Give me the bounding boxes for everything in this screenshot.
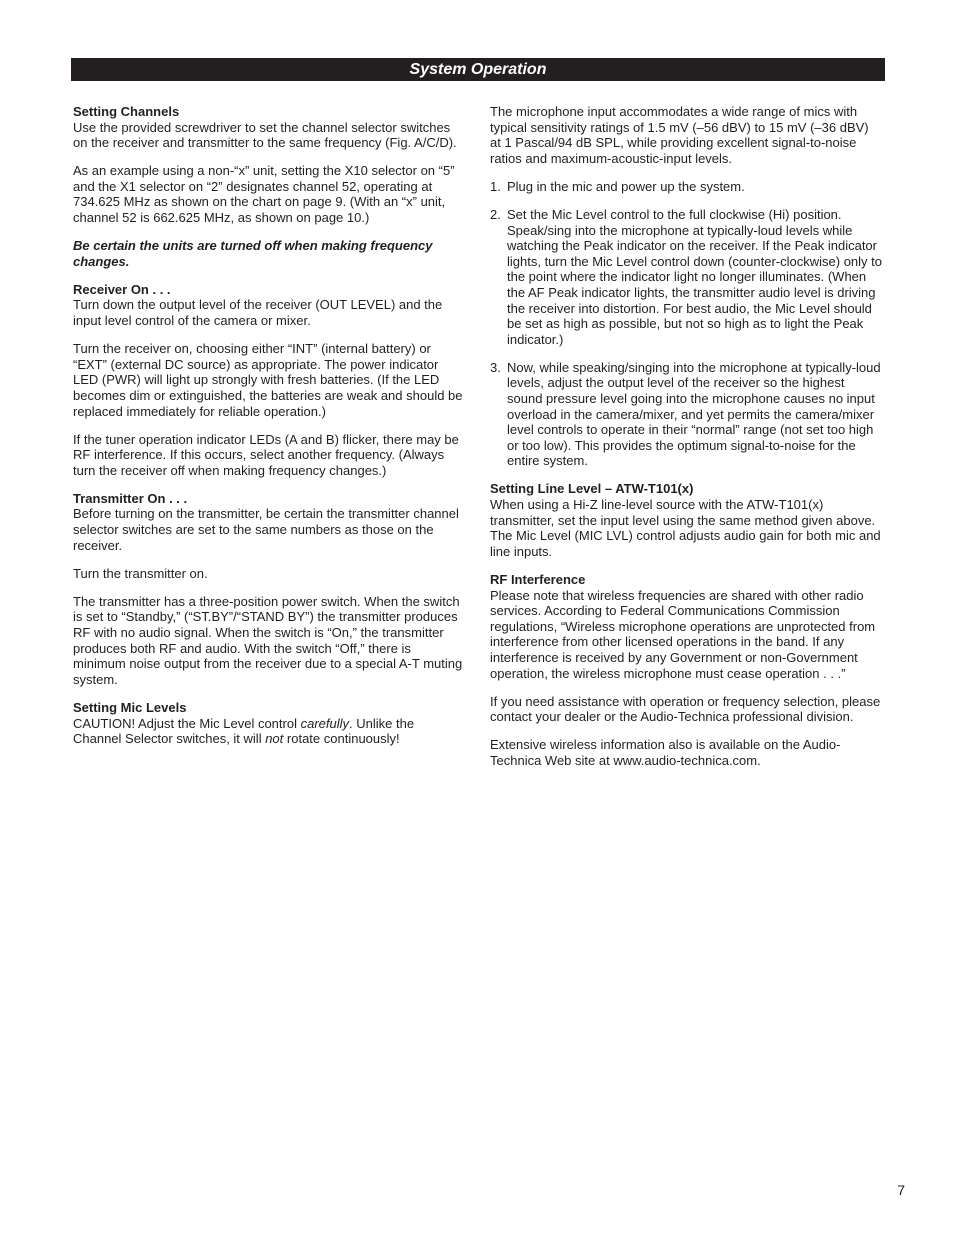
rf-interference-paragraph-2: If you need assistance with operation or frequency selection, please contact your dealer or the Audio-Technica professional division.	[490, 693, 881, 725]
rf-interference-paragraph-3: Extensive wireless information also is available on the Audio-Technica Web site at www.audio-technica.com.	[490, 737, 841, 768]
caution-text-a: CAUTION! Adjust the Mic Level control	[73, 715, 301, 731]
step-text: Plug in the mic and power up the system.	[507, 178, 745, 194]
frequency-change-warning: Be certain the units are turned off when making frequency changes.	[73, 238, 433, 269]
receiver-on-paragraph-1: Turn down the output level of the receiver (OUT LEVEL) and the input level control of the camera or mixer.	[73, 297, 443, 329]
step-text: Set the Mic Level control to the full clockwise (Hi) position. Speak/sing into the microphone at typically-loud levels while watching the Peak indicator on the receiver. If the Peak indicator lights, turn the Mic Level control down (counter-clockwise) only to the point where the indicator light no longer illuminates. (When the AF Peak indicator lights, the transmitter audio level is driving the receiver into distortion. For best audio, the Mic Level should be set as high as possible, but not so high as to light the Peak indicator.)	[507, 206, 882, 347]
transmitter-on-paragraph-3: The transmitter has a three-position power switch. When the switch is set to “Standby,” (“ST.BY”/“STAND BY”) the transmitter produces RF with no audio signal. When the switch is “On,” the transmitter produces both RF and audio. With the switch “Off,” there is minimum noise output from the receiver due to a special A-T muting system.	[73, 593, 463, 687]
caution-text-b: . Unlike the Channel Selector switches, it will	[73, 715, 415, 747]
setting-mic-levels-paragraph	[73, 716, 465, 747]
step-text: Now, while speaking/singing into the microphone at typically-loud levels, adjust the output level of the receiver so the highest sound pressure level going into the microphone causes no input overload in the camera/mixer, and yet permits the camera/mixer level controls to operate in their “normal” range (not set too high or too low). This provides the optimum signal-to-noise for the entire system.	[507, 359, 881, 469]
caution-emphasis-carefully: carefully	[300, 715, 350, 731]
list-item	[490, 179, 882, 195]
section-header	[71, 58, 885, 81]
receiver-on-paragraph-3: If the tuner operation indicator LEDs (A and B) flicker, there may be RF interference. If this occurs, select another frequency. (Always turn the receiver off when making frequency changes.)	[73, 431, 459, 478]
setting-mic-levels-heading: Setting Mic Levels	[73, 699, 187, 715]
receiver-on-paragraph-2: Turn the receiver on, choosing either “INT” (internal battery) or “EXT” (external DC source) as appropriate. The power indicator LED (PWR) will light up strongly with fresh batteries. (If the LED becomes dim or extinguished, the batteries are weak and should be replaced immediately for reliable operation.)	[73, 341, 463, 419]
transmitter-on-paragraph-2: Turn the transmitter on.	[73, 565, 208, 581]
setting-line-level-paragraph: When using a Hi-Z line-level source with the ATW-T101(x) transmitter, set the input level using the same method given above. The Mic Level (MIC LVL) control adjusts audio gain for both mic and line inputs.	[490, 497, 881, 559]
caution-emphasis-not: not	[265, 731, 284, 747]
setting-channels-heading: Setting Channels	[73, 104, 180, 119]
right-column	[490, 104, 882, 781]
setting-channels-paragraph-1: Use the provided screwdriver to set the channel selector switches on the receiver and transmitter to the same frequency (Fig. A/C/D).	[73, 119, 457, 151]
rf-interference-heading: RF Interference	[490, 571, 586, 587]
caution-text-c: rotate continuously!	[283, 731, 400, 747]
setting-line-level-heading: Setting Line Level – ATW-T101(x)	[490, 481, 694, 497]
list-item	[490, 360, 882, 469]
left-column	[73, 104, 465, 759]
section-title: System Operation	[409, 61, 547, 78]
rf-interference-paragraph-1: Please note that wireless frequencies are shared with other radio services. According to Federal Communications Commission regulations, “Wireless microphone operations are unprotected from interference from other licensed operations in the band. If any interference is received by any Government or non-Government operation, the wireless microphone must cease operation . . .”	[490, 587, 876, 681]
transmitter-on-heading: Transmitter On . . .	[73, 490, 188, 506]
step-number: 3.	[490, 359, 501, 375]
setting-channels-paragraph-2: As an example using a non-“x” unit, setting the X10 selector on “5” and the X1 selector on “2” designates channel 52, operating at 734.625 MHz as shown on the chart on page 9. (With an “x” unit, channel 52 is 662.625 MHz, as shown on page 10.)	[73, 163, 455, 226]
transmitter-on-paragraph-1: Before turning on the transmitter, be certain the transmitter channel selector switches are set to the same numbers as those on the receiver.	[73, 506, 459, 553]
receiver-on-heading: Receiver On . . .	[73, 281, 171, 297]
step-number: 1.	[490, 178, 501, 194]
page-number: 7	[897, 1182, 905, 1198]
mic-input-intro: The microphone input accommodates a wide range of mics with typical sensitivity ratings of 1.5 mV (–56 dBV) to 15 mV (–36 dBV) at 1 Pascal/94 dB SPL, while providing excellent signal-to-noise ratios and maximum-acoustic-input levels.	[490, 104, 869, 166]
list-item	[490, 207, 882, 347]
step-number: 2.	[490, 206, 501, 222]
